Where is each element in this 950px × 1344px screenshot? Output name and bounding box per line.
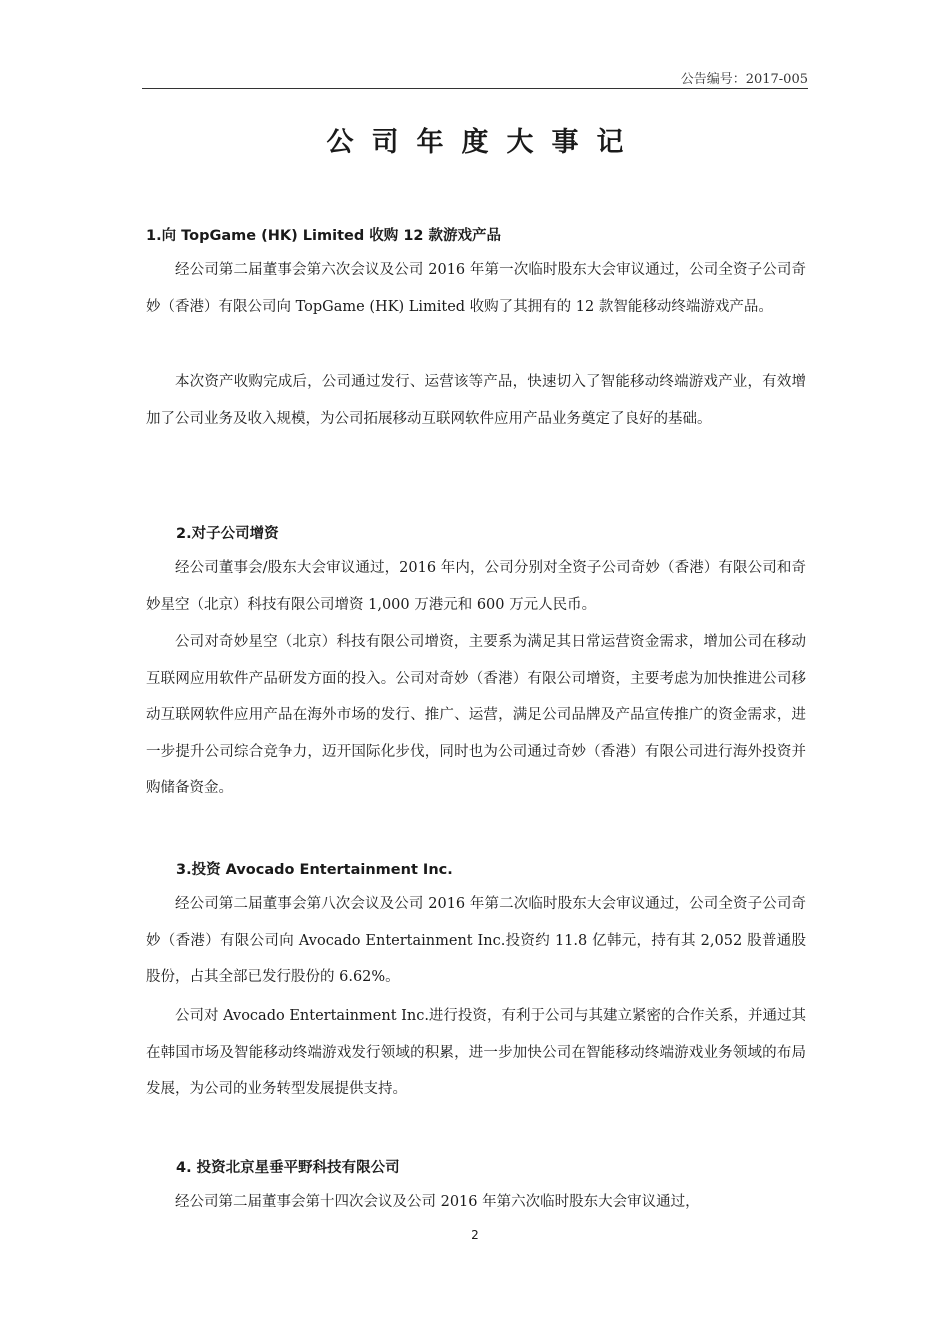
section-4-heading: 4. 投资北京星垂平野科技有限公司 — [176, 1160, 400, 1176]
announcement-code: 公告编号：2017-005 — [680, 72, 808, 87]
section-2-paragraph-2: 公司对奇妙星空（北京）科技有限公司增资，主要系为满足其日常运营资金需求，增加公司在移动互联网应用软件产品研发方面的投入。公司对奇妙（香港）有限公司增资，主要考虑为加快推进公司移动互联网软件应用产品在海外市场的发行、推广、运营，满足公司品牌及产品宣传推广的资金需求，进一步提升公司综合竞争力，迈开国际化步伐，同时也为公司通过奇妙（香港）有限公司进行海外投资并购储备资金。 — [146, 634, 806, 796]
section-3-paragraph-2: 公司对 Avocado Entertainment Inc.进行投资，有利于公司与其建立紧密的合作关系，并通过其在韩国市场及智能移动终端游戏发行领域的积累，进一步加快公司在智能移动终端游戏业务领域的布局发展，为公司的业务转型发展提供支持。 — [146, 1008, 806, 1097]
section-1-paragraph-1: 经公司第二届董事会第六次会议及公司 2016 年第一次临时股东大会审议通过，公司全资子公司奇妙（香港）有限公司向 TopGame (HK) Limited 收购了其拥有的 12 款智能移动终端游戏产品。 — [146, 262, 806, 315]
page-title: 公司年度大事记 — [326, 127, 642, 158]
section-2-heading: 2.对子公司增资 — [176, 526, 279, 542]
section-3-paragraph-1: 经公司第二届董事会第八次会议及公司 2016 年第二次临时股东大会审议通过，公司全资子公司奇妙（香港）有限公司向 Avocado Entertainment Inc.投资约 11.8 亿韩元，持有其 2,052 股普通股股份，占其全部已发行股份的 6.62%。 — [146, 896, 806, 985]
header-divider — [142, 88, 808, 89]
page-number: 2 — [471, 1228, 479, 1242]
section-4-paragraph-1: 经公司第二届董事会第十四次会议及公司 2016 年第六次临时股东大会审议通过， — [175, 1194, 700, 1210]
section-2-paragraph-1: 经公司董事会/股东大会审议通过，2016 年内，公司分别对全资子公司奇妙（香港）有限公司和奇妙星空（北京）科技有限公司增资 1,000 万港元和 600 万元人民币。 — [146, 560, 806, 613]
section-1-paragraph-2: 本次资产收购完成后，公司通过发行、运营该等产品，快速切入了智能移动终端游戏产业，有效增加了公司业务及收入规模，为公司拓展移动互联网软件应用产品业务奠定了良好的基础。 — [146, 374, 806, 427]
section-3-heading: 3.投资 Avocado Entertainment Inc. — [176, 862, 453, 878]
section-1-heading: 1.向 TopGame (HK) Limited 收购 12 款游戏产品 — [146, 228, 502, 244]
